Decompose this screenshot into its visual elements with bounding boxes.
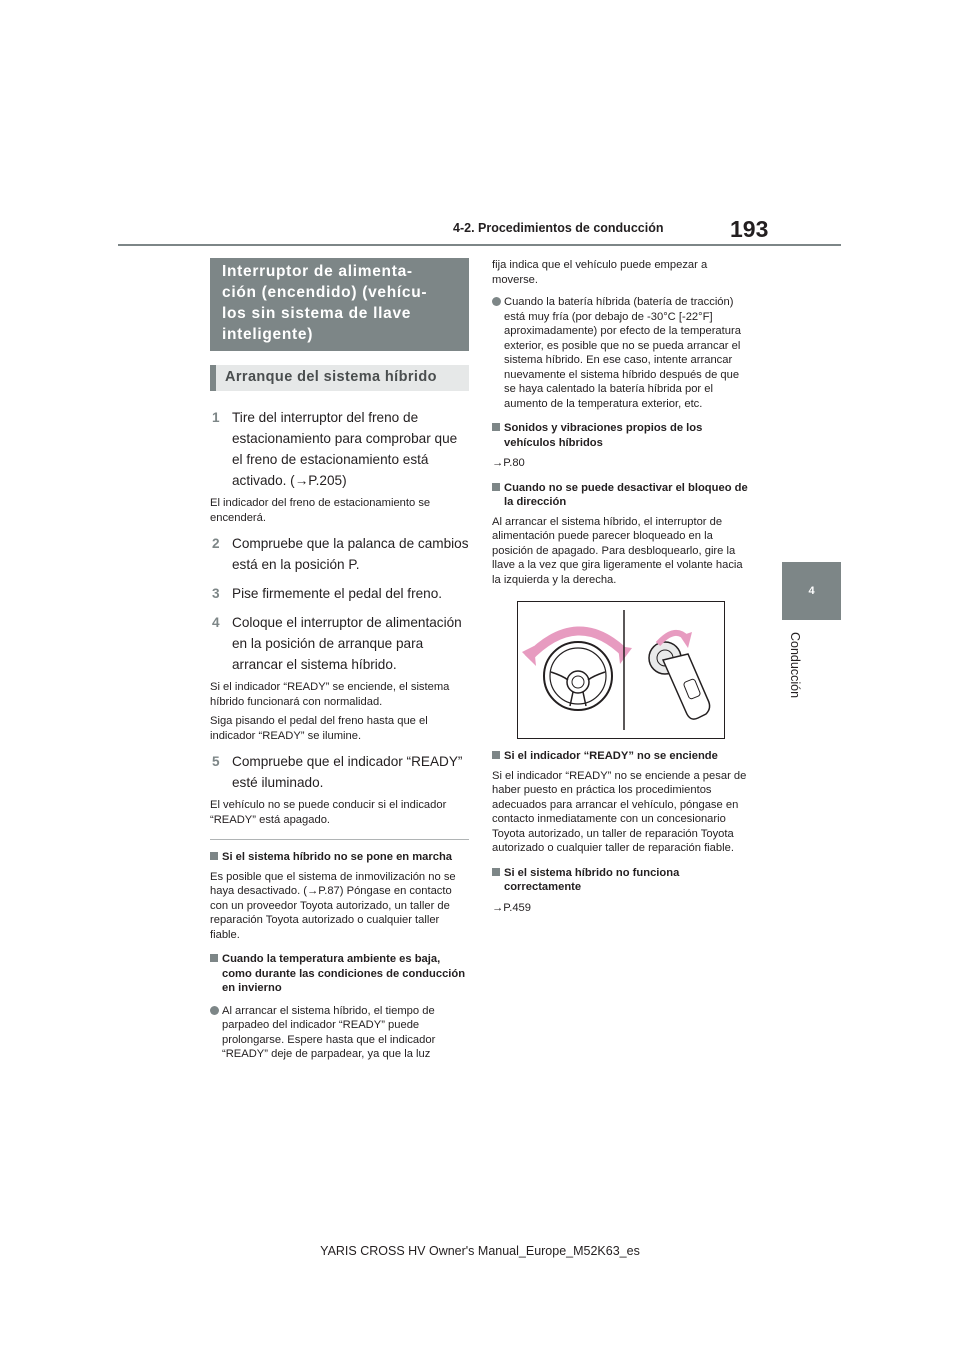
step-note: Si el indicador “READY” se enciende, el sistema híbrido funcionará con normalidad. <box>210 681 450 708</box>
info-heading: Cuando no se puede desactivar el bloqueo de la dirección <box>492 481 752 510</box>
step-text: Pise firmemente el pedal del freno. <box>232 586 443 601</box>
steering-key-illustration <box>517 601 725 739</box>
step-note: Siga pisando el pedal del freno hasta que el indicador “READY” se ilumine. <box>210 715 428 742</box>
section-title-line: los sin sistema de llave <box>222 305 412 322</box>
chapter-label: Conducción <box>788 632 802 699</box>
step-text: Compruebe que el indicador “READY” esté iluminado. <box>232 754 463 790</box>
section-title-box <box>210 258 469 351</box>
section-title-line: inteligente) <box>222 326 314 343</box>
section-title-line: Interruptor de alimenta- <box>222 263 413 280</box>
section-divider <box>210 839 469 840</box>
step-note: El vehículo no se puede conducir si el indicador “READY” está apagado. <box>210 799 447 826</box>
step-number: 4 <box>212 615 220 630</box>
step-text: Tire del interruptor del freno de estacionamiento para comprobar que el freno de estacionamiento está activado. (→P.205) <box>232 410 458 488</box>
step-5 <box>210 751 469 793</box>
info-heading: Cuando la temperatura ambiente es baja, como durante las condiciones de conducción en invierno <box>210 952 469 996</box>
step-number: 3 <box>212 586 220 601</box>
step-number: 5 <box>212 754 220 769</box>
info-bullet: Al arrancar el sistema híbrido, el tiempo de parpadeo del indicador “READY” puede prolongarse. Espere hasta que el indicador “READY” deje de parpadear, ya que la luz <box>210 1004 469 1062</box>
chapter-tab: 4 <box>782 562 841 620</box>
page-reference: →P.80 <box>492 457 525 469</box>
step-3 <box>210 583 469 604</box>
square-bullet-icon <box>492 483 500 491</box>
circle-bullet-icon <box>210 1006 219 1015</box>
subsection-title-box <box>210 365 469 391</box>
square-bullet-icon <box>210 852 218 860</box>
step-number: 1 <box>212 410 220 425</box>
left-column <box>210 258 469 1062</box>
step-2 <box>210 533 469 575</box>
step-4 <box>210 612 469 675</box>
footer-text: YARIS CROSS HV Owner's Manual_Europe_M52K63_es <box>320 1244 640 1258</box>
square-bullet-icon <box>492 751 500 759</box>
subsection-accent-bar <box>210 365 216 391</box>
key-switch-icon <box>649 632 710 719</box>
info-text: fija indica que el vehículo puede empezar a moverse. <box>492 259 708 286</box>
illustration-svg <box>518 602 724 738</box>
info-bullet: Cuando la batería híbrida (batería de tracción) está muy fría (por debajo de -30°C [-22°F] aproximadamente) por efecto de la temperatura exterior, es posible que no se pueda arrancar el sistema híbrido. En ese caso, intente arrancar nuevamente el sistema híbrido después de que se haya calentado la batería híbrida por el aumento de la temperatura exterior, etc. <box>492 295 752 411</box>
step-note: El indicador del freno de estacionamiento se encenderá. <box>210 497 431 524</box>
square-bullet-icon <box>492 868 500 876</box>
info-heading: Sonidos y vibraciones propios de los vehículos híbridos <box>492 421 752 450</box>
step-text: Compruebe que la palanca de cambios está en la posición P. <box>232 536 469 572</box>
steering-wheel-icon <box>544 642 612 710</box>
info-text: Es posible que el sistema de inmovilización no se haya desactivado. (→P.87) Póngase en contacto con un proveedor Toyota autorizado, un taller de reparación Toyota autorizado o cualquier taller fiable. <box>210 870 456 941</box>
info-heading: Si el sistema híbrido no se pone en marcha <box>210 850 469 865</box>
info-heading: Si el sistema híbrido no funciona correctamente <box>492 866 752 895</box>
info-heading: Si el indicador “READY” no se enciende <box>492 749 752 764</box>
square-bullet-icon <box>210 954 218 962</box>
step-text: Coloque el interruptor de alimentación en la posición de arranque para arrancar el sistema híbrido. <box>232 615 462 672</box>
subsection-title: Arranque del sistema híbrido <box>225 369 437 385</box>
square-bullet-icon <box>492 423 500 431</box>
circle-bullet-icon <box>492 297 501 306</box>
info-text: Si el indicador “READY” no se enciende a pesar de haber puesto en práctica los procedimientos adecuados para arrancar el vehículo, póngase en contacto inmediatamente con un concesionario Toyota autorizado, un taller de reparación Toyota autorizado o cualquier taller de reparación fiable. <box>492 769 747 854</box>
step-number: 2 <box>212 536 220 551</box>
page-reference: →P.459 <box>492 901 531 914</box>
step-1 <box>210 407 469 491</box>
info-text: Al arrancar el sistema híbrido, el interruptor de alimentación puede parecer bloqueado en la posición de apagado. Para desbloquearlo, gire la llave a la vez que gira ligeramente el volante hacia la izquierda y la derecha. <box>492 515 743 586</box>
header-rule <box>118 244 841 246</box>
section-title-line: ción (encendido) (vehícu- <box>222 284 428 301</box>
section-header: 4-2. Procedimientos de conducción <box>453 221 664 235</box>
right-column <box>492 258 752 915</box>
page-number: 193 <box>730 216 769 242</box>
